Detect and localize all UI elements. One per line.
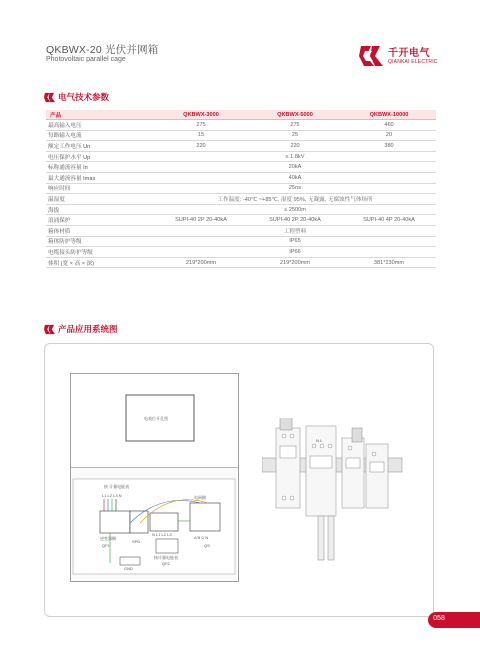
row-value: 25 <box>248 130 342 141</box>
row-merged-value: IP66 <box>154 247 436 258</box>
specs-section-title: 电气技术参数 <box>58 92 110 102</box>
row-value: SUPI-40 2P 20-40kA <box>154 215 248 226</box>
row-merged-value: 工作温度: -40℃ ~+85℃, 湿度 95%, 无凝露, 无腐蚀性气体场所 <box>154 194 436 205</box>
row-label: 响应时间 <box>46 183 154 194</box>
table-row <box>46 183 436 194</box>
row-value: 220 <box>154 141 248 152</box>
row-value: 219*200mm <box>248 257 342 268</box>
abcn-label: A B C N <box>194 535 209 540</box>
row-merged-value: IP65 <box>154 236 436 247</box>
gnd-label: GND <box>124 566 133 571</box>
meter-window-label: 电表位开孔图 <box>144 416 168 421</box>
grid-side-label: 电网侧 <box>194 495 206 500</box>
breaker-illustration <box>262 418 412 568</box>
row-value: 381*230mm <box>342 257 436 268</box>
row-value: 220 <box>248 141 342 152</box>
header-cell: 产品 <box>46 110 154 120</box>
qs-label: QS <box>204 543 210 548</box>
row-label: 箱体材质 <box>46 225 154 236</box>
nl-terminal-label: N L <box>316 438 323 443</box>
row-value: 380 <box>342 141 436 152</box>
row-value: SUPI-40 4P 20-40kA <box>342 215 436 226</box>
brand-name-en: QIANKAI ELECTRIC <box>388 59 438 65</box>
input-lines-label: L1 L2 L3 N <box>102 493 122 498</box>
diagram-section-header <box>44 322 118 336</box>
header-cell: QKBWX-10000 <box>342 110 436 120</box>
row-label: 电压保护水平 Up <box>46 151 154 162</box>
table-row <box>46 130 436 141</box>
row-value: 275 <box>154 120 248 131</box>
row-merged-value: ≤ 1.8kV <box>154 151 436 162</box>
table-row <box>46 141 436 152</box>
row-merged-value: 20kA <box>154 162 436 173</box>
row-value: 219*200mm <box>154 257 248 268</box>
row-value: SUPI-40 2P 20-40kA <box>248 215 342 226</box>
row-label: 最大通流容量 Imax <box>46 172 154 183</box>
page-subtitle: Photovoltaic parallel cage <box>46 56 126 63</box>
table-row <box>46 215 436 226</box>
row-label: 标称通流容量 In <box>46 162 154 173</box>
qf1-label: QF1 <box>102 543 110 548</box>
specs-section-header <box>44 90 109 104</box>
row-merged-value: 工程塑料 <box>154 225 436 236</box>
row-value: 15 <box>154 130 248 141</box>
spd-label: SPD <box>132 539 141 544</box>
qf2-label: QF2 <box>162 561 170 566</box>
row-merged-value: 40kA <box>154 172 436 183</box>
wiring-title: 接 计量电能表 <box>104 484 130 489</box>
row-label: 海拔 <box>46 204 154 215</box>
brand-mark-icon <box>44 324 55 335</box>
table-row <box>46 236 436 247</box>
spec-table <box>46 110 436 268</box>
table-row <box>46 247 436 258</box>
table-row <box>46 204 436 215</box>
table-row <box>46 172 436 183</box>
row-merged-value: 25ns <box>154 183 436 194</box>
brand-mark-icon <box>44 92 55 103</box>
row-value: 275 <box>248 120 342 131</box>
enclosure-diagram <box>70 373 240 583</box>
row-label: 每路输入电流 <box>46 130 154 141</box>
diagram-section-title: 产品应用系统图 <box>58 324 118 334</box>
row-label: 温湿度 <box>46 194 154 205</box>
row-merged-value: ≤ 2500m <box>154 204 436 215</box>
row-label: 额定工作电压 Un <box>46 141 154 152</box>
row-label: 浪涌保护 <box>46 215 154 226</box>
table-header-row <box>46 110 436 120</box>
phase-label: N L1 L2 L3 <box>152 532 172 537</box>
inverter-side-label: 逆变器侧 <box>100 536 116 541</box>
brand-name-cn: 千开电气 <box>388 48 430 59</box>
row-value: 20 <box>342 130 436 141</box>
row-label: 电缆接头防护等级 <box>46 247 154 258</box>
row-label: 箱体防护等级 <box>46 236 154 247</box>
table-row <box>46 151 436 162</box>
brand-logo-icon <box>358 42 388 70</box>
table-row <box>46 225 436 236</box>
table-row <box>46 120 436 131</box>
meter-note-label: 接计量电能表 <box>154 555 178 560</box>
table-row <box>46 162 436 173</box>
header-cell: QKBWX-3000 <box>154 110 248 120</box>
page-title: QKBWX-20 光伏并网箱 <box>46 44 159 56</box>
table-row <box>46 257 436 268</box>
row-value: 460 <box>342 120 436 131</box>
table-row <box>46 194 436 205</box>
row-label: 体积 (宽 × 高 × 深) <box>46 257 154 268</box>
page-number: 058 <box>433 615 445 622</box>
header-cell: QKBWX-5000 <box>248 110 342 120</box>
row-label: 最高输入电压 <box>46 120 154 131</box>
